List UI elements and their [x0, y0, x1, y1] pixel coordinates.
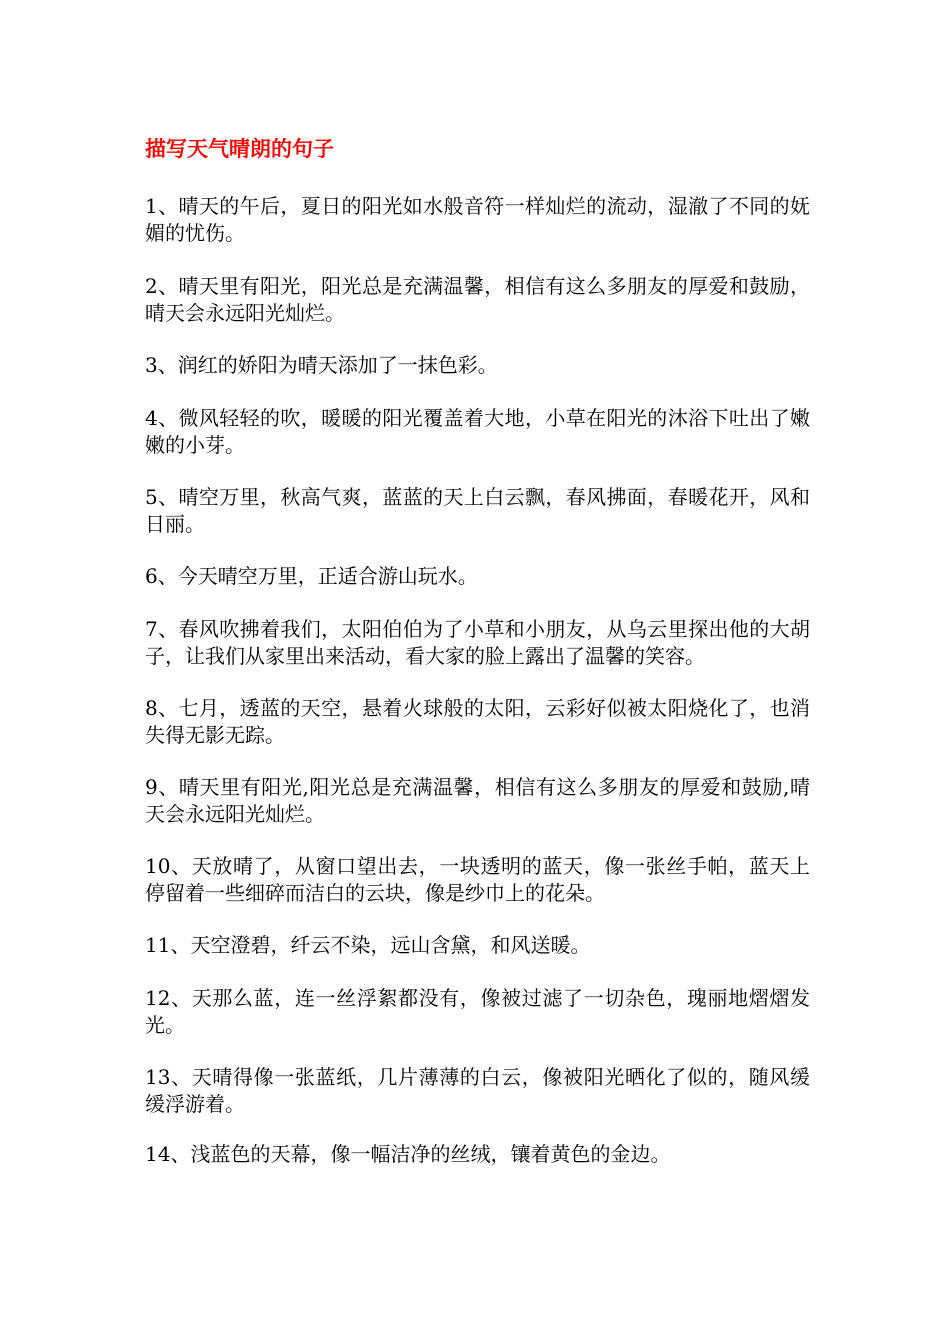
sentence-item-8: 8、七月，透蓝的天空，悬着火球般的太阳，云彩好似被太阳烧化了，也消失得无影无踪。	[145, 696, 810, 747]
sentence-item-12: 12、天那么蓝，连一丝浮絮都没有，像被过滤了一切杂色，瑰丽地熠熠发光。	[145, 986, 810, 1037]
sentence-item-14: 14、浅蓝色的天幕，像一幅洁净的丝绒，镶着黄色的金边。	[145, 1142, 671, 1166]
sentence-item-6: 6、今天晴空万里，正适合游山玩水。	[145, 564, 478, 588]
sentence-item-4: 4、微风轻轻的吹，暖暖的阳光覆盖着大地，小草在阳光的沐浴下吐出了嫩嫩的小芽。	[145, 406, 810, 457]
sentence-item-9: 9、晴天里有阳光,阳光总是充满温馨，相信有这么多朋友的厚爱和鼓励,晴天会永远阳光灿烂。	[145, 775, 810, 826]
sentence-item-11: 11、天空澄碧，纤云不染，远山含黛，和风送暖。	[145, 933, 591, 957]
sentence-item-5: 5、晴空万里，秋高气爽，蓝蓝的天上白云飘，春风拂面，春暖花开，风和日丽。	[145, 485, 810, 536]
sentence-item-7: 7、春风吹拂着我们，太阳伯伯为了小草和小朋友，从乌云里探出他的大胡子，让我们从家里出来活动，看大家的脸上露出了温馨的笑容。	[145, 617, 810, 668]
sentence-item-13: 13、天晴得像一张蓝纸，几片薄薄的白云，像被阳光晒化了似的，随风缓缓浮游着。	[145, 1065, 810, 1116]
sentence-item-10: 10、天放晴了，从窗口望出去，一块透明的蓝天，像一张丝手帕，蓝天上停留着一些细碎而洁白的云块，像是纱巾上的花朵。	[145, 854, 810, 905]
sentence-item-2: 2、晴天里有阳光，阳光总是充满温馨，相信有这么多朋友的厚爱和鼓励，晴天会永远阳光灿烂。	[145, 274, 810, 325]
sentence-item-1: 1、晴天的午后，夏日的阳光如水般音符一样灿烂的流动，湿澈了不同的妩媚的忧伤。	[145, 194, 810, 245]
document-title: 描写天气晴朗的句子	[145, 137, 334, 161]
sentence-item-3: 3、润红的娇阳为晴天添加了一抹色彩。	[145, 353, 498, 377]
